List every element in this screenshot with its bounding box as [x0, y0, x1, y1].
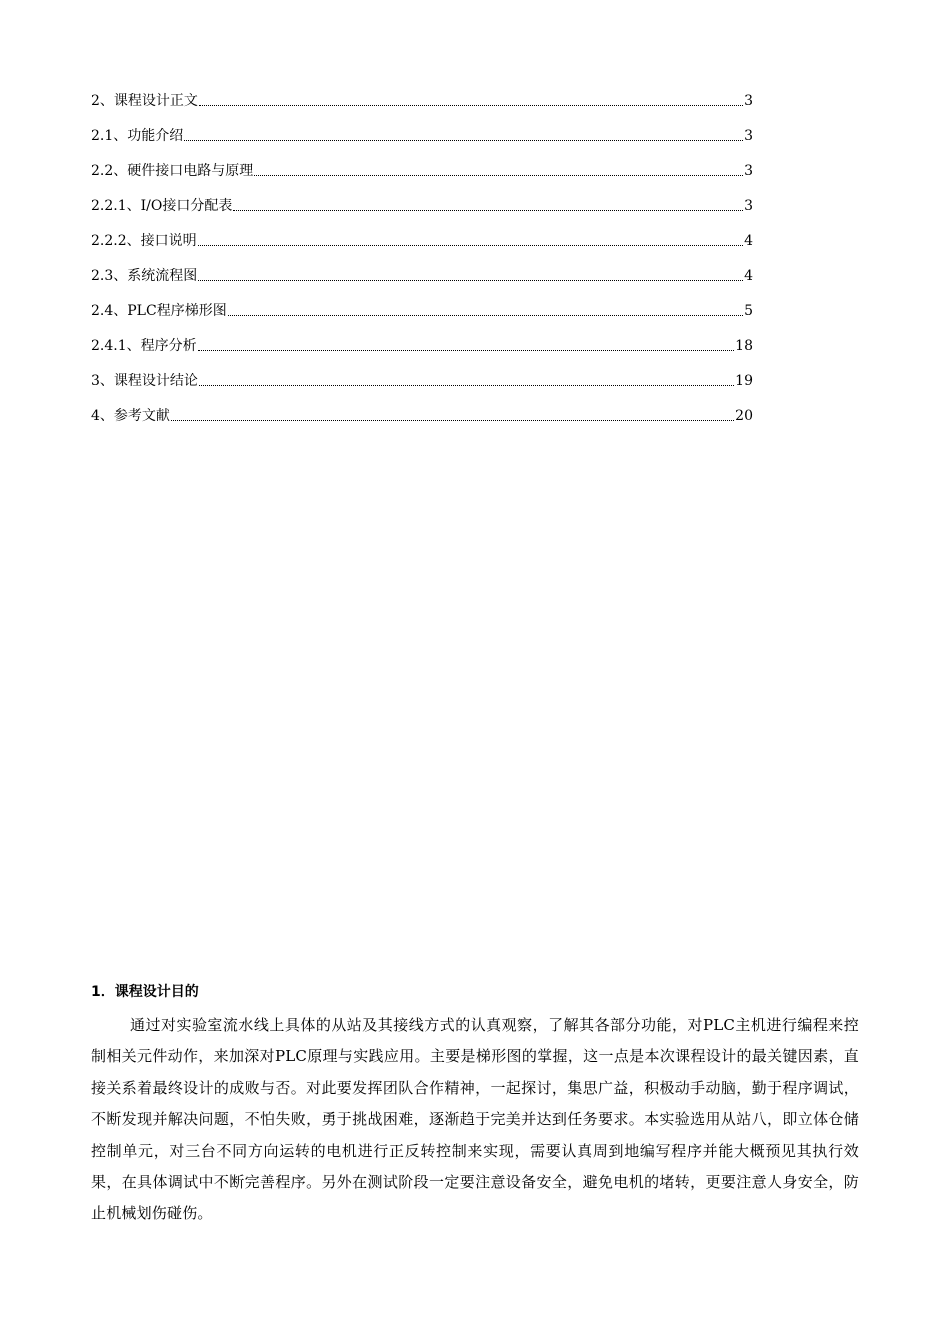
- toc-entry[interactable]: [91, 321, 753, 356]
- toc-entry-title: 2.3、系统流程图: [91, 268, 198, 284]
- toc-entry-title: 2.4、PLC程序梯形图: [91, 303, 227, 319]
- toc-dot-leader: [198, 245, 743, 246]
- section-course-design-purpose: [91, 980, 859, 1230]
- toc-entry[interactable]: [91, 216, 753, 251]
- toc-entry-page: 3: [744, 198, 753, 214]
- toc-dot-leader: [233, 210, 743, 211]
- toc-dot-leader: [199, 105, 743, 106]
- toc-dot-leader: [184, 140, 743, 141]
- toc-entry-page: 20: [735, 408, 753, 424]
- toc-entry[interactable]: [91, 356, 753, 391]
- toc-entry-page: 4: [744, 268, 753, 284]
- toc-dot-leader: [228, 315, 743, 316]
- toc-entry[interactable]: [91, 391, 753, 426]
- toc-entry-page: 19: [735, 373, 753, 389]
- toc-entry[interactable]: [91, 181, 753, 216]
- toc-entry-page: 5: [744, 303, 753, 319]
- toc-dot-leader: [254, 175, 743, 176]
- toc-entry-title: 2.2.1、I/O接口分配表: [91, 198, 233, 214]
- section-body-paragraph: 通过对实验室流水线上具体的从站及其接线方式的认真观察，了解其各部分功能，对PLC主机进行编程来控制相关元件动作，来加深对PLC原理与实践应用。主要是梯形图的掌握，这一点是本次课程设计的最关键因素，直接关系着最终设计的成败与否。对此要发挥团队合作精神，一起探讨，集思广益，积极动手动脑，勤于程序调试，不断发现并解决问题，不怕失败，勇于挑战困难，逐渐趋于完美并达到任务要求。本实验选用从站八，即立体仓储控制单元，对三台不同方向运转的电机进行正反转控制来实现，需要认真周到地编写程序并能大概预见其执行效果，在具体调试中不断完善程序。另外在测试阶段一定要注意设备安全，避免电机的堵转，更要注意人身安全，防止机械划伤碰伤。: [91, 1016, 859, 1223]
- toc-entry-title: 4、参考文献: [91, 408, 170, 424]
- toc-entry[interactable]: [91, 76, 753, 111]
- toc-entry-title: 2.2、硬件接口电路与原理: [91, 163, 254, 179]
- toc-entry-page: 18: [735, 338, 753, 354]
- toc-entry[interactable]: [91, 146, 753, 181]
- section-heading: 1．课程设计目的: [91, 984, 199, 1000]
- toc-entry-page: 3: [744, 93, 753, 109]
- toc-entry[interactable]: [91, 251, 753, 286]
- toc-entry-title: 2、课程设计正文: [91, 93, 198, 109]
- toc-entry-title: 3、课程设计结论: [91, 373, 198, 389]
- toc-dot-leader: [171, 420, 734, 421]
- toc-entry-page: 3: [744, 163, 753, 179]
- toc-entry-title: 2.2.2、接口说明: [91, 233, 197, 249]
- toc-dot-leader: [199, 385, 734, 386]
- toc-entry-page: 3: [744, 128, 753, 144]
- toc-entry-title: 2.4.1、程序分析: [91, 338, 197, 354]
- toc-entry[interactable]: [91, 286, 753, 321]
- toc-entry[interactable]: [91, 111, 753, 146]
- toc-dot-leader: [198, 350, 735, 351]
- toc-entry-title: 2.1、功能介绍: [91, 128, 184, 144]
- toc-dot-leader: [198, 280, 743, 281]
- toc-entry-page: 4: [744, 233, 753, 249]
- table-of-contents: [91, 76, 753, 426]
